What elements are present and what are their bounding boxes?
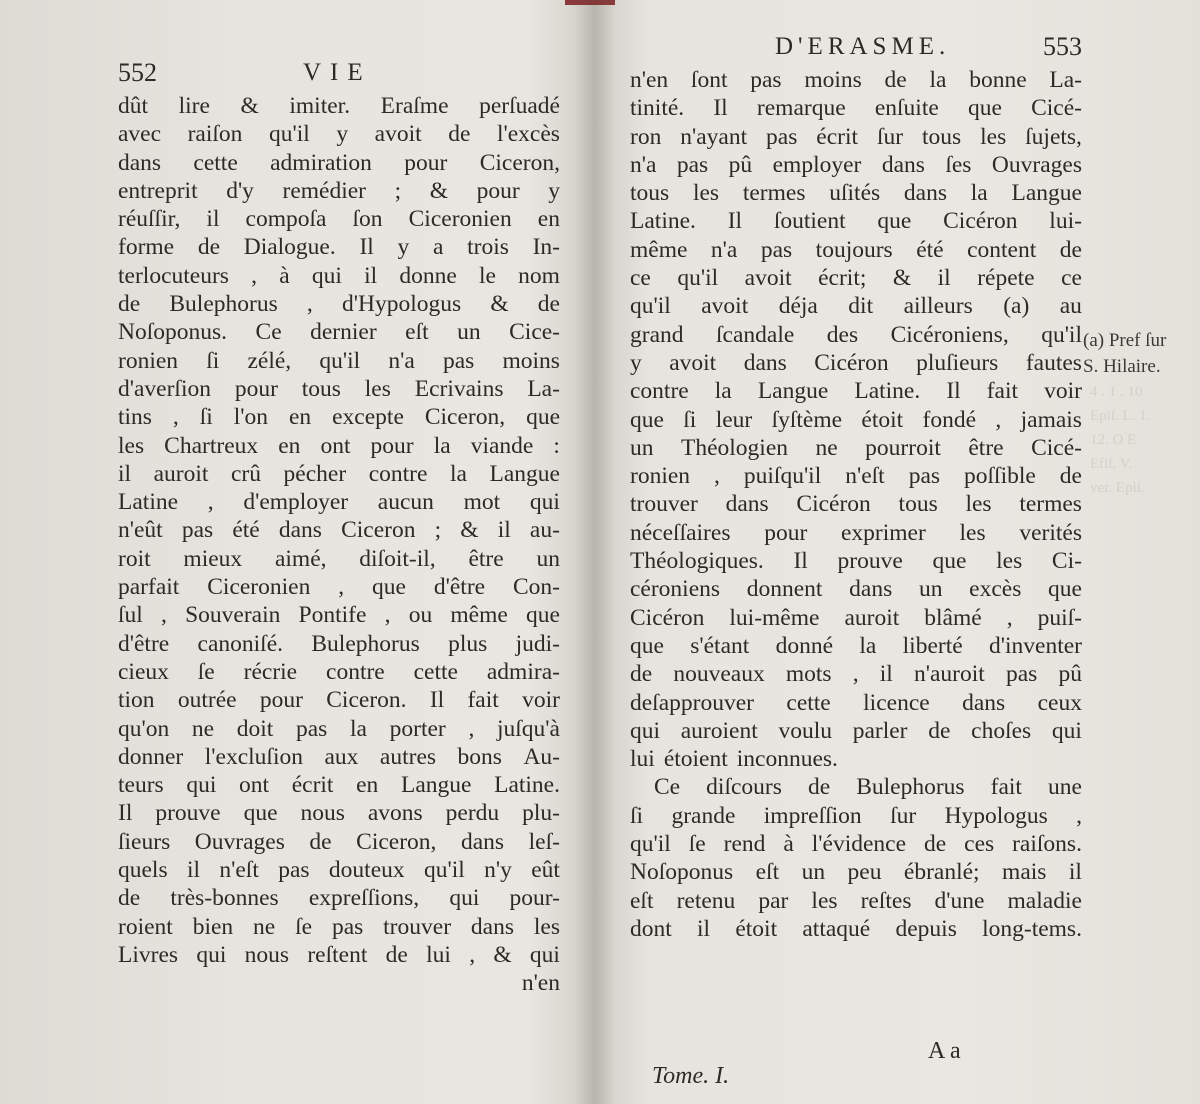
- text-line: tins , ſi l'on en excepte Ciceron, que: [118, 404, 560, 431]
- text-line: donner l'excluſion aux autres bons Au-: [118, 743, 560, 770]
- text-line: de nouveaux mots , il n'auroit pas pû: [630, 661, 1082, 688]
- text-line: qu'on ne doit pas la porter , juſqu'à: [118, 715, 560, 742]
- text-line: que ſi leur ſyſtème étoit fondé , jamais: [630, 406, 1082, 433]
- text-line: néceſſaires pour exprimer les verités: [630, 519, 1082, 546]
- text-line: n'en ſont pas moins de la bonne La-: [630, 67, 1082, 93]
- text-line: roit mieux aimé, diſoit-il, être un: [118, 545, 560, 572]
- text-line: Latine. Il ſoutient que Cicéron lui-: [630, 208, 1082, 235]
- text-line: il auroit crû pécher contre la Langue: [118, 460, 560, 487]
- text-line: avec raiſon qu'il y avoit de l'excès: [118, 121, 560, 148]
- page-number-right: 553: [1043, 32, 1082, 61]
- text-line: céroniens donnent dans un excès que: [630, 576, 1082, 603]
- text-line: contre la Langue Latine. Il fait voir: [630, 378, 1082, 405]
- text-line: cieux ſe récrie contre cette admira-: [118, 658, 560, 685]
- text-line: Noſoponus. Ce dernier eſt un Cice-: [118, 319, 560, 346]
- text-line: roient bien ne ſe pas trouver dans les: [118, 913, 560, 940]
- bleed-through-text: 4 . 1 . 10 Epiſ. L. 1. 12. O E Efiſ. V. ver. Epiſ.: [1090, 384, 1151, 496]
- right-body-text: [630, 66, 1082, 773]
- text-line: entreprit d'y remédier ; & pour y: [118, 177, 560, 204]
- page-number-left: 552: [118, 58, 157, 87]
- text-line: tous les termes uſités dans la Langue: [630, 180, 1082, 207]
- text-line: dût lire & imiter. Eraſme perſuadé: [118, 93, 560, 119]
- text-line: tion outrée pour Ciceron. Il fait voir: [118, 687, 560, 714]
- right-page: [630, 0, 1082, 1104]
- text-line: quels il n'eſt pas douteux qu'il n'y eût: [118, 857, 560, 884]
- text-line: les Chartreux en ont pour la viande :: [118, 432, 560, 459]
- bleed-through-text: [30, 180, 34, 204]
- text-line: Cicéron lui-même auroit blâmé , puiſ-: [630, 604, 1082, 631]
- running-head-left: [118, 54, 560, 92]
- text-line: Il prouve que nous avons perdu plu-: [118, 800, 560, 827]
- text-line: Livres qui nous reſtent de lui , & qui: [118, 941, 560, 968]
- text-line: qu'il ſe rend à l'évidence de ces raiſons.: [630, 831, 1082, 858]
- volume-label: Tome. I.: [652, 1063, 730, 1089]
- catchword: [118, 969, 560, 997]
- text-line: n'a pas pû employer dans ſes Ouvrages: [630, 151, 1082, 178]
- text-line: ronien , puiſqu'il n'eſt pas poſſible de: [630, 463, 1082, 490]
- text-line: ſieurs Ouvrages de Ciceron, dans leſ-: [118, 828, 560, 855]
- text-line: ron n'ayant pas écrit ſur tous les ſujets,: [630, 123, 1082, 150]
- text-line: grand ſcandale des Cicéroniens, qu'il: [630, 321, 1082, 348]
- text-line: terlocuteurs , à qui il donne le nom: [118, 262, 560, 289]
- text-line: ce qu'il avoit écrit; & il répete ce: [630, 265, 1082, 292]
- text-line: Noſoponus eſt un peu ébranlé; mais il: [630, 859, 1082, 886]
- text-line: forme de Dialogue. Il y a trois In-: [118, 234, 560, 261]
- text-line: d'averſion pour tous les Ecrivains La-: [118, 375, 560, 402]
- text-line: y avoit dans Cicéron pluſieurs fautes: [630, 349, 1082, 376]
- text-line: dans cette admiration pour Ciceron,: [118, 149, 560, 176]
- text-line: deſapprouver cette licence dans ceux: [630, 689, 1082, 716]
- left-body-text: [118, 92, 560, 969]
- right-body-paragraph-2: [630, 773, 1082, 943]
- text-line: Ce diſcours de Bulephorus fait une: [654, 774, 1082, 801]
- catchword-text: n'en: [521, 970, 560, 997]
- text-line: eſt retenu par les reſtes d'une maladie: [630, 887, 1082, 914]
- marginal-note-line-2: S. Hilaire.: [1083, 356, 1161, 377]
- text-line: que s'étant donné la liberté d'inventer: [630, 632, 1082, 659]
- marginal-footnote: [1083, 328, 1166, 380]
- text-line: tinité. Il remarque enſuite que Cicé-: [630, 95, 1082, 122]
- text-line: de Bulephorus , d'Hypologus & de: [118, 291, 560, 318]
- running-head-right: [630, 28, 1082, 66]
- text-line: qu'il avoit déja dit ailleurs (a) au: [630, 293, 1082, 320]
- marginal-note-line-1: (a) Pref ſur: [1083, 330, 1167, 351]
- text-line: Latine , d'employer aucun mot qui: [118, 489, 560, 516]
- text-line: ſi grande impreſſion ſur Hypologus ,: [630, 802, 1082, 829]
- running-title-right: D'ERASME.: [775, 33, 951, 60]
- text-line: n'eût pas été dans Ciceron ; & il au-: [118, 517, 560, 544]
- text-line: d'être canoniſé. Bulephorus plus judi-: [118, 630, 560, 657]
- signature-mark: A a: [928, 1038, 961, 1064]
- text-line: Théologiques. Il prouve que les Ci-: [630, 548, 1082, 575]
- text-line: parfait Ciceronien , que d'être Con-: [118, 574, 560, 601]
- gutter-shadow: [575, 0, 615, 1104]
- text-line: de très-bonnes expreſſions, qui pour-: [118, 885, 560, 912]
- text-line: ſul , Souverain Pontife , ou même que: [118, 602, 560, 629]
- text-line: teurs qui ont écrit en Langue Latine.: [118, 772, 560, 799]
- running-title-left: VIE: [303, 59, 372, 86]
- text-line: ronien ſi zélé, qu'il n'a pas moins: [118, 347, 560, 374]
- text-line: réuſſir, il compoſa ſon Ciceronien en: [118, 206, 560, 233]
- text-line: qui auroient voulu parler de choſes qui: [630, 717, 1082, 744]
- left-page: [118, 0, 560, 1104]
- text-line: trouver dans Cicéron tous les termes: [630, 491, 1082, 518]
- text-line: un Théologien ne pourroit être Cicé-: [630, 434, 1082, 461]
- text-line: dont il étoit attaqué depuis long-tems.: [630, 915, 1082, 942]
- text-line: même n'a pas toujours été content de: [630, 236, 1082, 263]
- text-line: lui étoient inconnues.: [630, 746, 838, 773]
